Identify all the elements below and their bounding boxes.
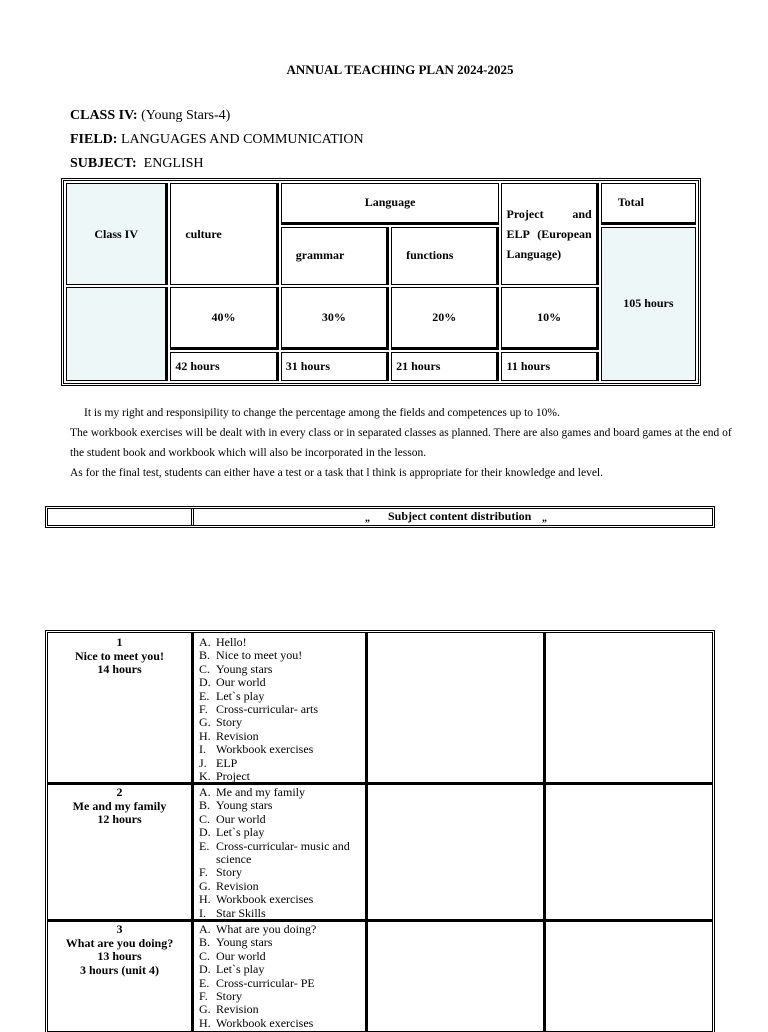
distribution-mark-right: „ (542, 513, 547, 524)
list-item: C. Our world (199, 948, 266, 963)
unit-row (48, 922, 712, 1032)
class-value: (Young Stars-4) (137, 108, 231, 123)
distribution-divider (191, 509, 194, 525)
paragraph-final-test: As for the final test, students can either have a test or a task that l think is appropriate for their knowledge and level. (70, 467, 603, 479)
unit-heading (48, 786, 191, 827)
class-spacer (66, 287, 168, 381)
functions-hours: 21 hours (391, 352, 499, 381)
list-item: G. Revision (199, 1002, 259, 1017)
list-item: D. Our world (199, 675, 266, 690)
list-item: H. Revision (199, 728, 259, 743)
subject-value: ENGLISH (136, 156, 204, 171)
list-item: G. Revision (199, 878, 259, 893)
project-hours: 11 hours (501, 352, 598, 381)
unit-topic-list (199, 636, 356, 783)
list-item: B. Young stars (199, 935, 273, 950)
list-item: C. Our world (199, 811, 266, 826)
culture-header: culture (170, 183, 278, 285)
distribution-label: Subject content distribution (388, 509, 532, 523)
functions-percent: 20% (391, 287, 499, 350)
unit-number: 2 (116, 785, 123, 799)
unit-row (48, 785, 712, 922)
total-header: Total (601, 183, 696, 225)
unit-topic-list (199, 786, 356, 920)
list-item: E. Cross-curricular- PE (199, 975, 315, 990)
list-item: F. Story (199, 989, 243, 1004)
unit-hours: 14 hours (97, 662, 142, 676)
list-item: E. Cross-curricular- music and science (199, 838, 350, 867)
project-percent: 10% (501, 287, 598, 350)
subject-label: SUBJECT: (70, 156, 137, 171)
unit-row (48, 633, 712, 785)
list-item: F. Cross-curricular- arts (199, 702, 319, 717)
list-item: F. Story (199, 865, 243, 880)
list-item: B. Young stars (199, 798, 273, 813)
unit-heading (48, 636, 191, 677)
class-cell: Class IV (66, 183, 168, 285)
list-item: C. Young stars (199, 661, 273, 676)
unit-title: What are you doing? (65, 935, 174, 950)
list-item: D. Let`s play (199, 962, 265, 977)
language-header: Language (281, 183, 500, 225)
subject-line (70, 156, 204, 172)
list-item: E. Let`s play (199, 688, 265, 703)
project-header: Project and ELP (European Language) (501, 183, 598, 285)
unit-title: Nice to meet you! (75, 648, 164, 663)
grammar-header: grammar (281, 227, 389, 285)
paragraph-notes (70, 423, 734, 483)
culture-percent: 40% (170, 287, 278, 350)
list-item: G. Story (199, 715, 243, 730)
field-label: FIELD: (70, 132, 118, 147)
list-item: A. Hello! (199, 635, 247, 649)
total-hours: 105 hours (601, 227, 696, 381)
grammar-percent: 30% (281, 287, 389, 350)
paragraph-rights: It is my right and responsipility to change the percentage among the fields and competences up to 10%. (84, 407, 560, 419)
class-label: CLASS IV: (70, 108, 138, 123)
paragraph-workbook: The workbook exercises will be dealt with in every class or in separated classes as planned. There are also games and board games at the end of the student book and workbook which will also be incorporated in the lesson. (70, 427, 732, 459)
page-title: ANNUAL TEACHING PLAN 2024-2025 (286, 62, 514, 77)
list-item: A. What are you doing? (199, 922, 317, 936)
list-item: I. Workbook exercises (199, 742, 314, 757)
unit-heading (48, 923, 191, 977)
hours-table (63, 180, 699, 384)
field-value: LANGUAGES AND COMMUNICATION (117, 132, 364, 147)
list-item: A. Me and my family (199, 785, 305, 799)
distribution-mark-left: „ (365, 513, 370, 524)
distribution-header (47, 508, 713, 526)
unit-number: 1 (116, 635, 123, 649)
unit-number: 3 (116, 922, 123, 936)
list-item: B. Nice to meet you! (199, 648, 303, 663)
list-item: D. Let`s play (199, 825, 265, 840)
culture-hours: 42 hours (170, 352, 278, 381)
units-table (47, 632, 713, 1032)
list-item: H. Workbook exercises (199, 1015, 314, 1030)
list-item: K. Project (199, 769, 250, 784)
field-line (70, 132, 364, 148)
unit-topic-list (199, 923, 356, 1030)
list-item: I. Star Skills (199, 905, 266, 920)
unit-hours: 13 hours (97, 949, 142, 963)
list-item: H. Workbook exercises (199, 892, 314, 907)
grammar-hours: 31 hours (281, 352, 389, 381)
list-item: J. ELP (199, 755, 238, 770)
unit-title: Me and my family (72, 798, 167, 813)
functions-header: functions (391, 227, 499, 285)
unit-extra-hours: 3 hours (unit 4) (79, 962, 159, 977)
class-line (70, 108, 230, 124)
unit-hours: 12 hours (97, 812, 142, 826)
